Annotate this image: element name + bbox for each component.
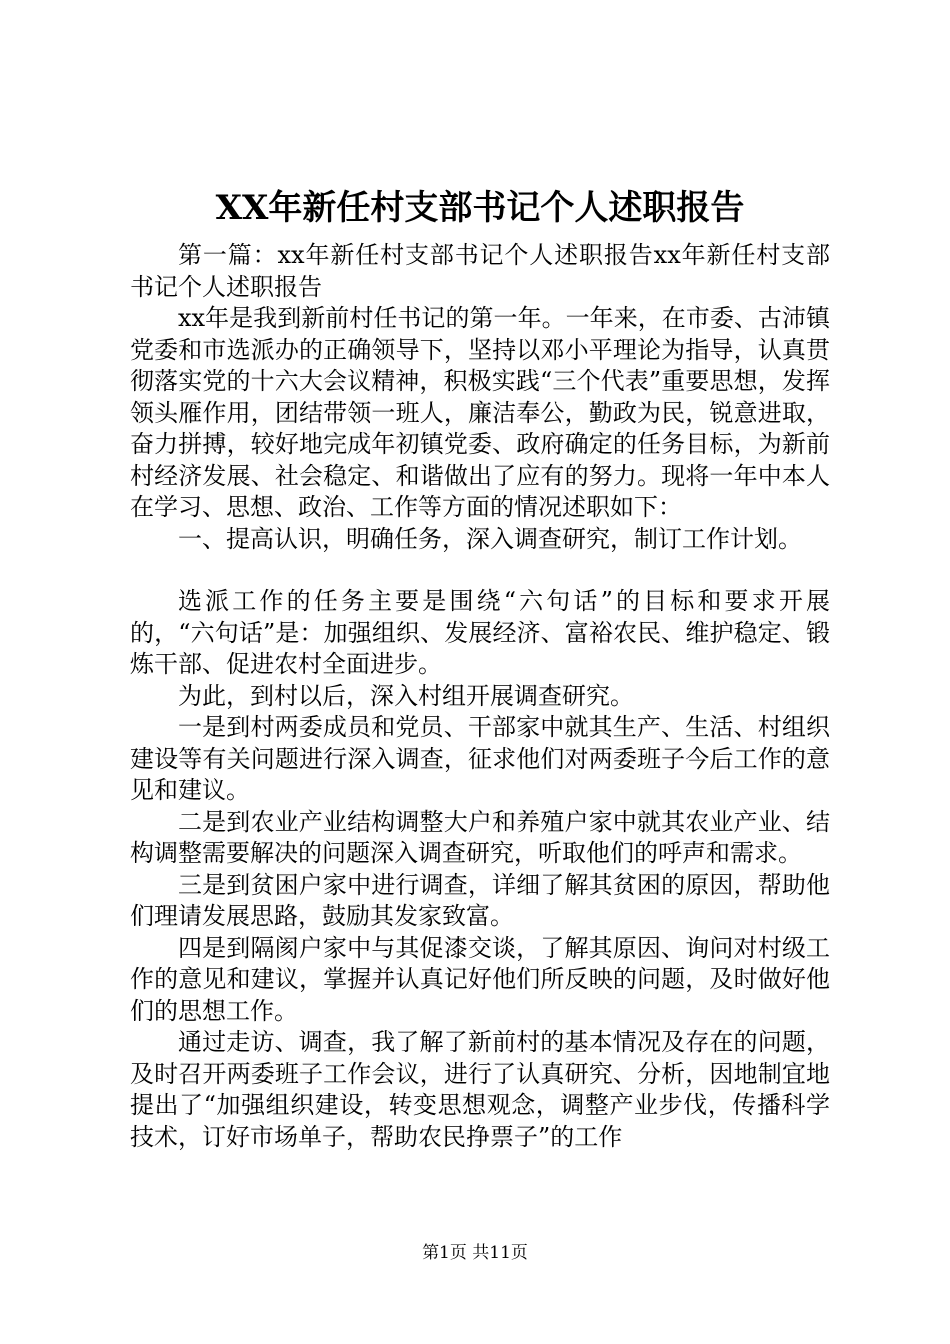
page-number-footer: 第1页 共11页 [422, 1243, 528, 1263]
paragraph-3: 选派工作的任务主要是围绕“六句话”的目标和要求开展的，“六句话”是：加强组织、发展经济、富裕农民、维护稳定、锻炼干部、促进农村全面进步。 [130, 587, 830, 678]
paragraph-1: 第一篇：xx年新任村支部书记个人述职报告xx年新任村支部书记个人述职报告 [130, 241, 830, 301]
paragraph-9: 通过走访、调查，我了解了新前村的基本情况及存在的问题，及时召开两委班子工作会议，进行了认真研究、分析，因地制宜地提出了“加强组织建设，转变思想观念，调整产业步伐，传播科学技术，订好市场单子，帮助农民挣票子”的工作 [130, 1028, 830, 1151]
document-body [130, 240, 830, 1153]
paragraph-2: xx年是我到新前村任书记的第一年。一年来，在市委、古沛镇党委和市选派办的正确领导下，坚持以邓小平理论为指导，认真贯彻落实党的十六大会议精神，积极实践“三个代表”重要思想，发挥领头雁作用，团结带领一班人，廉洁奉公，勤政为民，锐意进取，奋力拼搏，较好地完成年初镇党委、政府确定的任务目标，为新前村经济发展、社会稳定、和谐做出了应有的努力。现将一年中本人在学习、思想、政治、工作等方面的情况述职如下： [130, 304, 830, 521]
paragraph-7: 三是到贫困户家中进行调查，详细了解其贫困的原因，帮助他们理请发展思路，鼓励其发家致富。 [130, 870, 830, 930]
paragraph-4: 为此，到村以后，深入村组开展调查研究。 [178, 681, 634, 710]
document-title: XX年新任村支部书记个人述职报告 [215, 188, 745, 228]
paragraph-5: 一是到村两委成员和党员、干部家中就其生产、生活、村组织建设等有关问题进行深入调查，征求他们对两委班子今后工作的意见和建议。 [130, 713, 830, 804]
paragraph-6: 二是到农业产业结构调整大户和养殖户家中就其农业产业、结构调整需要解决的问题深入调查研究，听取他们的呼声和需求。 [130, 807, 830, 867]
section-heading-1: 一、提高认识，明确任务，深入调查研究，制订工作计划。 [178, 524, 802, 553]
paragraph-8: 四是到隔阂户家中与其促漆交谈，了解其原因、询问对村级工作的意见和建议，掌握并认真记好他们所反映的问题，及时做好他们的思想工作。 [130, 933, 830, 1025]
